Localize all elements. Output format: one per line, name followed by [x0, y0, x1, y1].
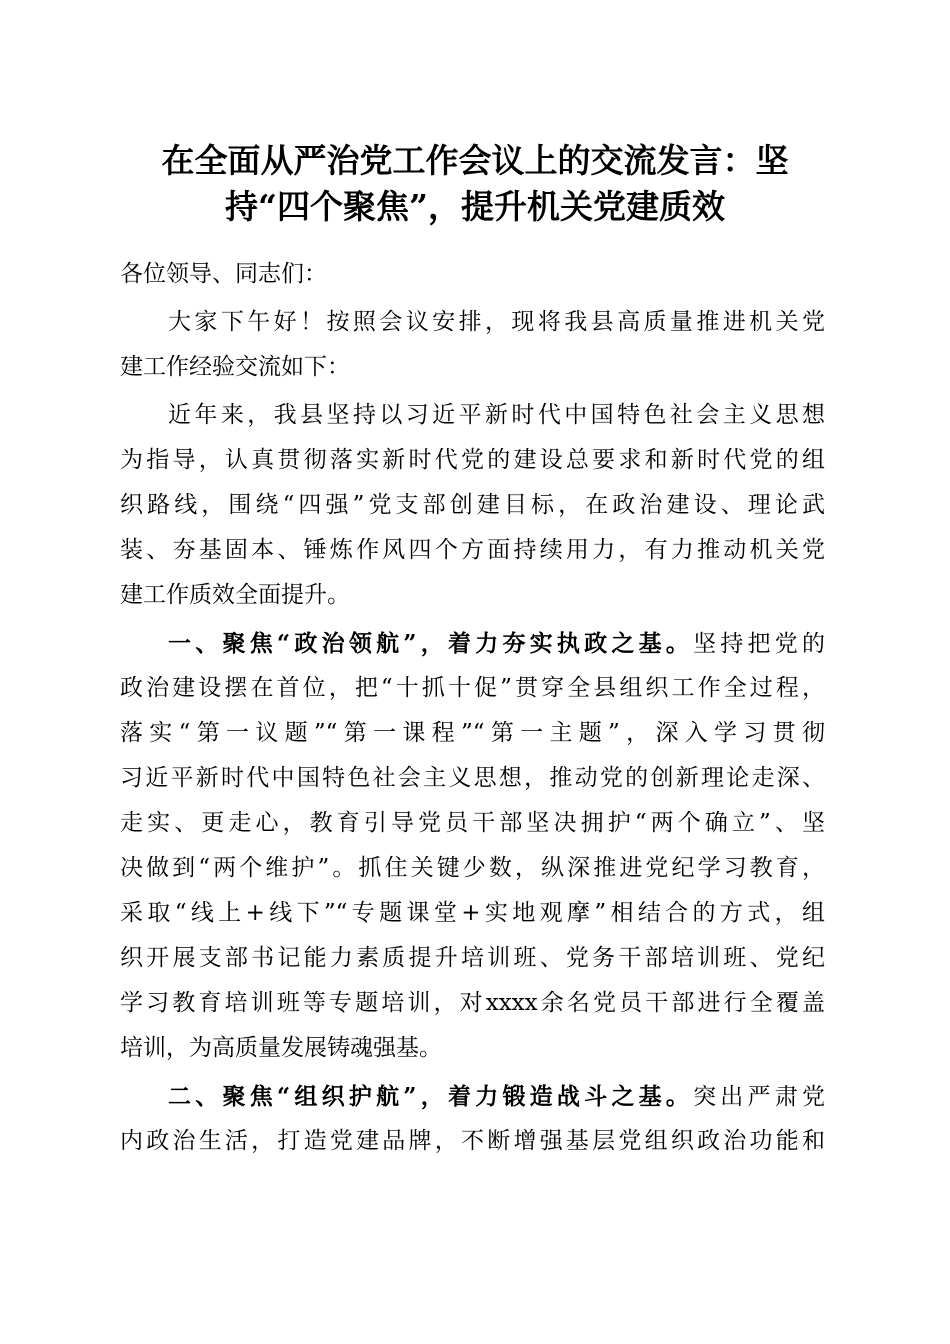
paragraph-line: 大家下午好！按照会议安排，现将我县高质量推进机关党	[168, 309, 825, 335]
paragraph-line: 为指导，认真贯彻落实新时代党的建设总要求和新时代党的组	[120, 447, 825, 473]
paragraph-line: 培训，为高质量发展铸魂强基。	[120, 1035, 442, 1061]
section-heading: 二、聚焦“组织护航”，着力锻造战斗之基。	[168, 1083, 694, 1110]
document-body	[120, 252, 825, 1164]
paragraph-line: 政治建设摆在首位，把“十抓十促”贯穿全县组织工作全过程，	[120, 675, 825, 701]
paragraph-line: 建工作质效全面提升。	[120, 582, 350, 608]
paragraph-line: 内政治生活，打造党建品牌，不断增强基层党组织政治功能和	[120, 1128, 825, 1154]
section-text: 坚持把党的	[693, 631, 825, 657]
salutation: 各位领导、同志们：	[120, 261, 327, 287]
paragraph-line: 习近平新时代中国特色社会主义思想，推动党的创新理论走深、	[120, 765, 825, 791]
section-first-line	[120, 621, 825, 666]
paragraph-line: 走实、更走心，教育引导党员干部坚决拥护“两个确立”、坚	[120, 810, 825, 836]
paragraph-line: 装、夯基固本、锤炼作风四个方面持续用力，有力推动机关党	[120, 537, 825, 563]
paragraph-line: 建工作经验交流如下：	[120, 354, 350, 380]
paragraph-line: 织开展支部书记能力素质提升培训班、党务干部培训班、党纪	[120, 945, 825, 971]
paragraph-line: 学习教育培训班等专题培训，对xxxx余名党员干部进行全覆盖	[120, 990, 825, 1016]
paragraph-line: 落实“第一议题”“第一课程”“第一主题”，深入学习贯彻	[120, 720, 825, 746]
document-title	[120, 138, 830, 230]
section-first-line	[120, 1074, 825, 1119]
paragraph-line: 采取“线上+线下”“专题课堂+实地观摩”相结合的方式，组	[120, 900, 825, 926]
paragraph-line: 决做到“两个维护”。抓住关键少数，纵深推进党纪学习教育，	[120, 855, 825, 881]
paragraph-line: 织路线，围绕“四强”党支部创建目标，在政治建设、理论武	[120, 492, 825, 518]
title-line: 持“四个聚焦”，提升机关党建质效	[225, 187, 725, 226]
section-text: 突出严肃党	[693, 1084, 825, 1110]
paragraph-line: 近年来，我县坚持以习近平新时代中国特色社会主义思想	[168, 402, 825, 428]
section-heading: 一、聚焦“政治领航”，着力夯实执政之基。	[168, 630, 694, 657]
title-line: 在全面从严治党工作会议上的交流发言：坚	[161, 141, 789, 180]
